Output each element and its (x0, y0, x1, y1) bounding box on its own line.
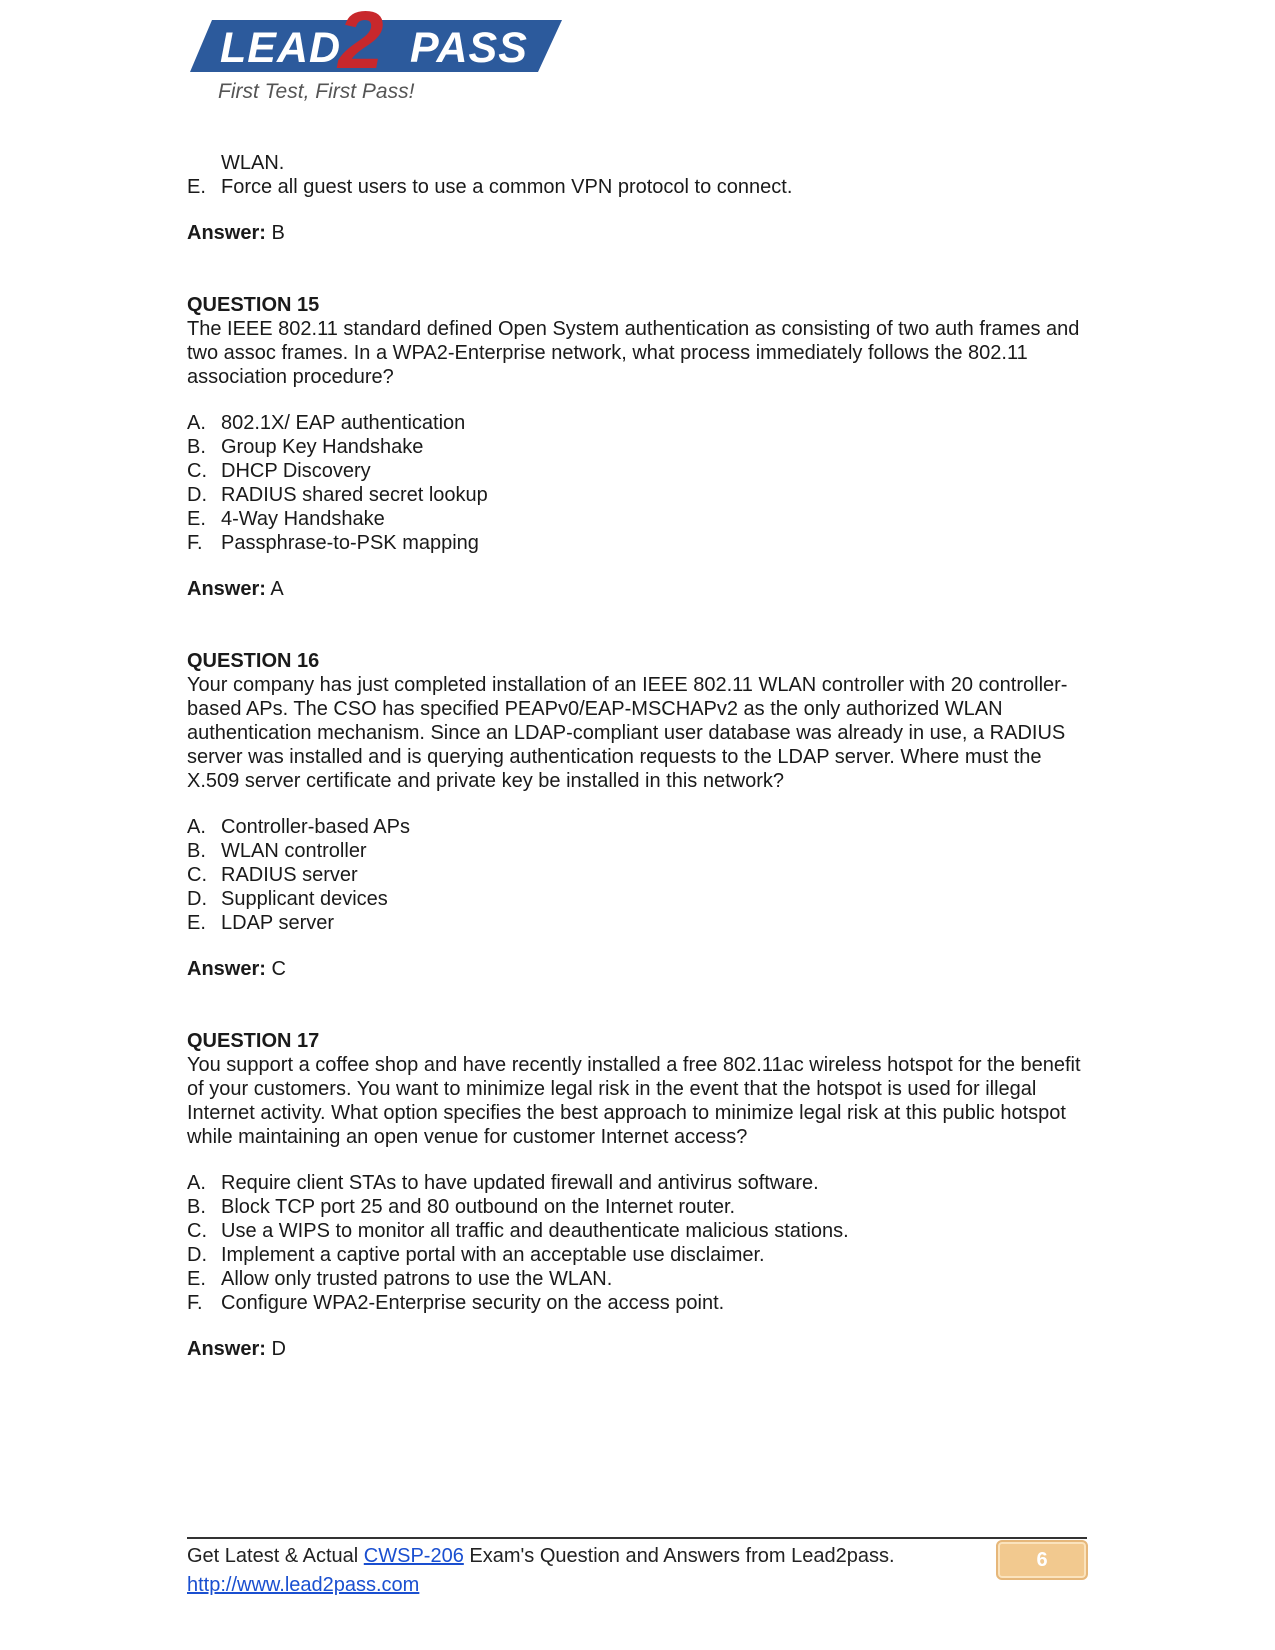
question-text: Your company has just completed installation of an IEEE 802.11 WLAN controller with 20 controller-based APs. The CSO has specified PEAPv0/EAP-MSCHAPv2 as the only authorized WLAN authentication mechanism. Since an LDAP-compliant user database was already in use, a RADIUS server was installed and is querying authentication requests to the LDAP server. Where must the X.509 server certificate and private key be installed in this network? (187, 674, 1068, 792)
option-letter: B. (187, 1196, 206, 1218)
option-letter: E. (187, 1268, 206, 1290)
site-link[interactable]: http://www.lead2pass.com (187, 1574, 420, 1596)
option-letter: E. (187, 508, 206, 530)
option-text: Allow only trusted patrons to use the WLAN. (221, 1268, 613, 1290)
option-text: Block TCP port 25 and 80 outbound on the Internet router. (221, 1196, 736, 1218)
answer-label: Answer: (187, 958, 266, 980)
logo-digit-2: 2 (338, 0, 384, 86)
lead2pass-logo (190, 0, 580, 106)
question-16 (187, 649, 1092, 981)
option-item (187, 459, 1092, 483)
question-text: The IEEE 802.11 standard defined Open System authentication as consisting of two auth frames and two assoc frames. In a WPA2-Enterprise network, what process immediately follows the 802.11 association procedure? (187, 318, 1080, 388)
footer-suffix: Exam's Question and Answers from Lead2pass. (463, 1545, 895, 1567)
answer-value: B (271, 222, 285, 244)
option-letter: C. (187, 1220, 207, 1242)
option-letter: F. (187, 532, 203, 554)
option-letter: E. (187, 912, 206, 934)
option-item (187, 175, 1092, 199)
option-item (187, 863, 1092, 887)
option-letter: E. (187, 176, 206, 198)
option-text: Use a WIPS to monitor all traffic and deauthenticate malicious stations. (221, 1220, 849, 1242)
option-item (187, 911, 1092, 935)
option-letter: C. (187, 460, 207, 482)
footer-divider (187, 1537, 1087, 1539)
option-text: RADIUS server (221, 864, 358, 886)
option-item (187, 1195, 1092, 1219)
logo-word-lead: LEAD (220, 24, 342, 72)
option-letter: D. (187, 484, 207, 506)
option-item (187, 531, 1092, 555)
option-text: Group Key Handshake (221, 436, 424, 458)
option-item (187, 815, 1092, 839)
option-item (187, 1291, 1092, 1315)
option-text: LDAP server (221, 912, 335, 934)
answer-line (187, 577, 1092, 601)
option-text: RADIUS shared secret lookup (221, 484, 488, 506)
document-body (187, 151, 1092, 1361)
option-text: Passphrase-to-PSK mapping (221, 532, 479, 554)
answer-label: Answer: (187, 222, 266, 244)
option-text: 802.1X/ EAP authentication (221, 412, 466, 434)
question-title: QUESTION 17 (187, 1030, 320, 1052)
answer-value: C (271, 958, 286, 980)
option-item (187, 507, 1092, 531)
option-item (187, 1243, 1092, 1267)
option-letter: C. (187, 864, 207, 886)
option-item (187, 435, 1092, 459)
option-item (187, 839, 1092, 863)
option-item (187, 887, 1092, 911)
question-title: QUESTION 16 (187, 650, 320, 672)
question-15 (187, 293, 1092, 601)
footer-tagline (187, 1545, 895, 1568)
option-text: Configure WPA2-Enterprise security on the access point. (221, 1292, 725, 1314)
option-letter: B. (187, 436, 206, 458)
option-item (187, 1267, 1092, 1291)
option-text: WLAN. (221, 152, 285, 174)
option-text: Force all guest users to use a common VPN protocol to connect. (221, 176, 793, 198)
logo-slogan: First Test, First Pass! (218, 80, 415, 103)
option-text: Controller-based APs (221, 816, 410, 838)
answer-label: Answer: (187, 1338, 266, 1360)
option-item (187, 411, 1092, 435)
option-letter: B. (187, 840, 206, 862)
option-letter: D. (187, 888, 207, 910)
option-item (187, 1171, 1092, 1195)
answer-label: Answer: (187, 578, 266, 600)
logo-word-pass: PASS (410, 24, 528, 72)
answer-value: A (270, 578, 284, 600)
answer-value: D (271, 1338, 286, 1360)
option-text: DHCP Discovery (221, 460, 371, 482)
answer-line (187, 1337, 1092, 1361)
exam-link[interactable]: CWSP-206 (363, 1545, 464, 1567)
option-text: 4-Way Handshake (221, 508, 385, 530)
page-number-badge: 6 (996, 1540, 1088, 1580)
options-list (187, 815, 1092, 935)
previous-question-tail (187, 151, 1092, 245)
options-list (187, 411, 1092, 555)
question-title: QUESTION 15 (187, 294, 320, 316)
option-letter: A. (187, 1172, 206, 1194)
option-text: Implement a captive portal with an acceptable use disclaimer. (221, 1244, 765, 1266)
question-text: You support a coffee shop and have recently installed a free 802.11ac wireless hotspot for the benefit of your customers. You want to minimize legal risk in the event that the hotspot is used for illegal Internet activity. What option specifies the best approach to minimize legal risk at this public hotspot while maintaining an open venue for customer Internet access? (187, 1054, 1081, 1148)
option-letter: A. (187, 816, 206, 838)
answer-line (187, 221, 1092, 245)
answer-line (187, 957, 1092, 981)
option-text: WLAN controller (221, 840, 367, 862)
footer-prefix: Get Latest & Actual (187, 1545, 364, 1567)
option-item (187, 483, 1092, 507)
option-item (187, 1219, 1092, 1243)
option-continuation (187, 151, 1092, 175)
option-letter: F. (187, 1292, 203, 1314)
option-text: Supplicant devices (221, 888, 388, 910)
options-list (187, 1171, 1092, 1315)
option-text: Require client STAs to have updated firewall and antivirus software. (221, 1172, 819, 1194)
footer-site (187, 1574, 419, 1597)
option-letter: A. (187, 412, 206, 434)
option-letter: D. (187, 1244, 207, 1266)
question-17 (187, 1029, 1092, 1361)
